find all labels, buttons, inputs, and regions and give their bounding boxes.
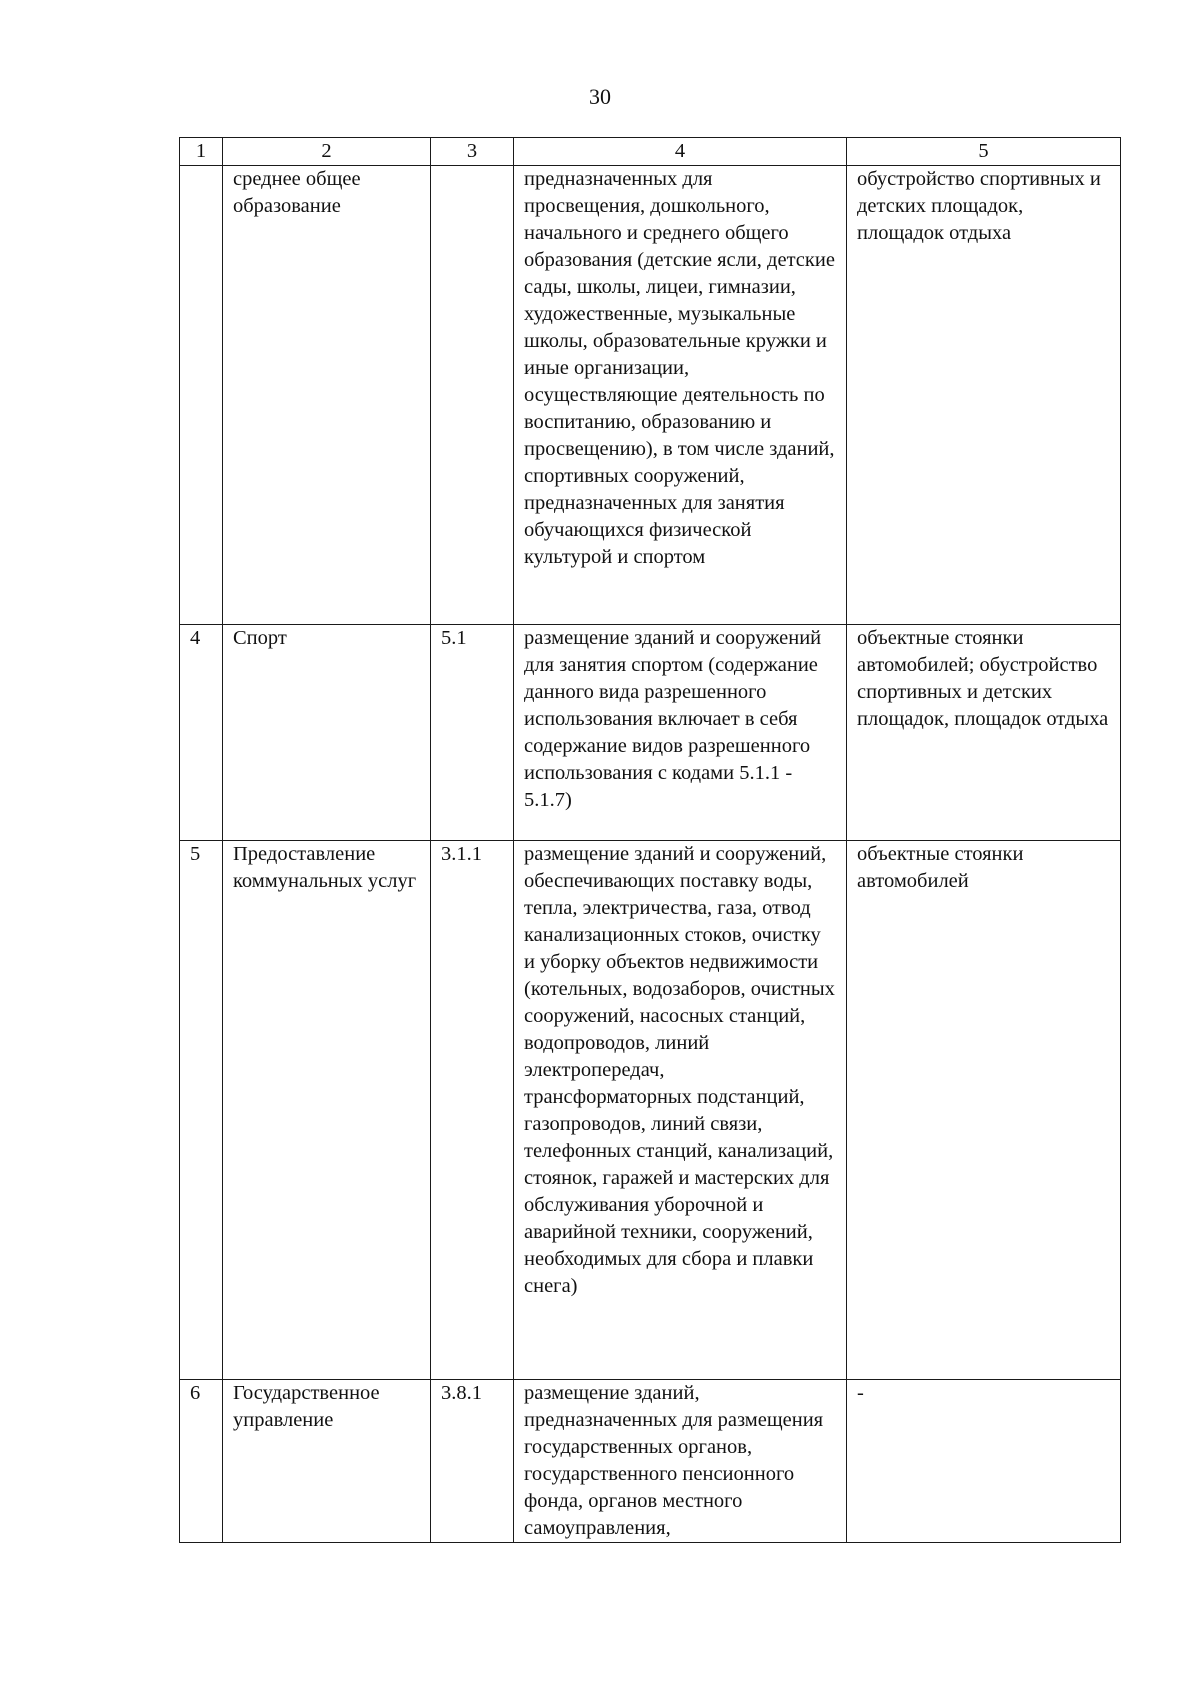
row-description: размещение зданий и сооружений, обеспечивающих поставку воды, тепла, электричества, газа, отвод канализационных стоков, очистку и уборку объектов недвижимости (котельных, водозаборов, очистных сооружений, насосных станций, водопроводов, линий электропередач, трансформаторных подстанций, газопроводов, линий связи, телефонных станций, канализаций, стоянок, гаражей и мастерских для обслуживания уборочной и аварийной техники, сооружений, необходимых для сбора и плавки снега) (514, 841, 847, 1380)
row-name: среднее общее образование (223, 166, 431, 625)
row-number: 5 (180, 841, 223, 1380)
header-col-4: 4 (514, 138, 847, 166)
table-row (180, 841, 1121, 1380)
row-description: размещение зданий и сооружений для занятия спортом (содержание данного вида разрешенного использования включает в себя содержание видов разрешенного использования с кодами 5.1.1 - 5.1.7) (514, 625, 847, 841)
table-header-row (180, 138, 1121, 166)
row-auxiliary-use: - (847, 1380, 1121, 1543)
header-col-5: 5 (847, 138, 1121, 166)
row-name: Спорт (223, 625, 431, 841)
permitted-use-table (179, 137, 1121, 1543)
row-code: 5.1 (431, 625, 514, 841)
row-number (180, 166, 223, 625)
row-auxiliary-use: объектные стоянки автомобилей (847, 841, 1121, 1380)
table-row (180, 625, 1121, 841)
row-number: 4 (180, 625, 223, 841)
row-code (431, 166, 514, 625)
row-description: размещение зданий, предназначенных для размещения государственных органов, государственного пенсионного фонда, органов местного самоуправления, (514, 1380, 847, 1543)
row-description: предназначенных для просвещения, дошкольного, начального и среднего общего образования (детские ясли, детские сады, школы, лицеи, гимназии, художественные, музыкальные школы, образовательные кружки и иные организации, осуществляющие деятельность по воспитанию, образованию и просвещению), в том числе зданий, спортивных сооружений, предназначенных для занятия обучающихся физической культурой и спортом (514, 166, 847, 625)
header-col-2: 2 (223, 138, 431, 166)
header-col-3: 3 (431, 138, 514, 166)
row-code: 3.1.1 (431, 841, 514, 1380)
row-auxiliary-use: обустройство спортивных и детских площадок, площадок отдыха (847, 166, 1121, 625)
table-row (180, 166, 1121, 625)
header-col-1: 1 (180, 138, 223, 166)
row-number: 6 (180, 1380, 223, 1543)
table-row (180, 1380, 1121, 1543)
row-name: Государственное управление (223, 1380, 431, 1543)
row-code: 3.8.1 (431, 1380, 514, 1543)
row-auxiliary-use: объектные стоянки автомобилей; обустройство спортивных и детских площадок, площадок отдыха (847, 625, 1121, 841)
page-number: 30 (589, 84, 611, 109)
row-name: Предоставление коммунальных услуг (223, 841, 431, 1380)
